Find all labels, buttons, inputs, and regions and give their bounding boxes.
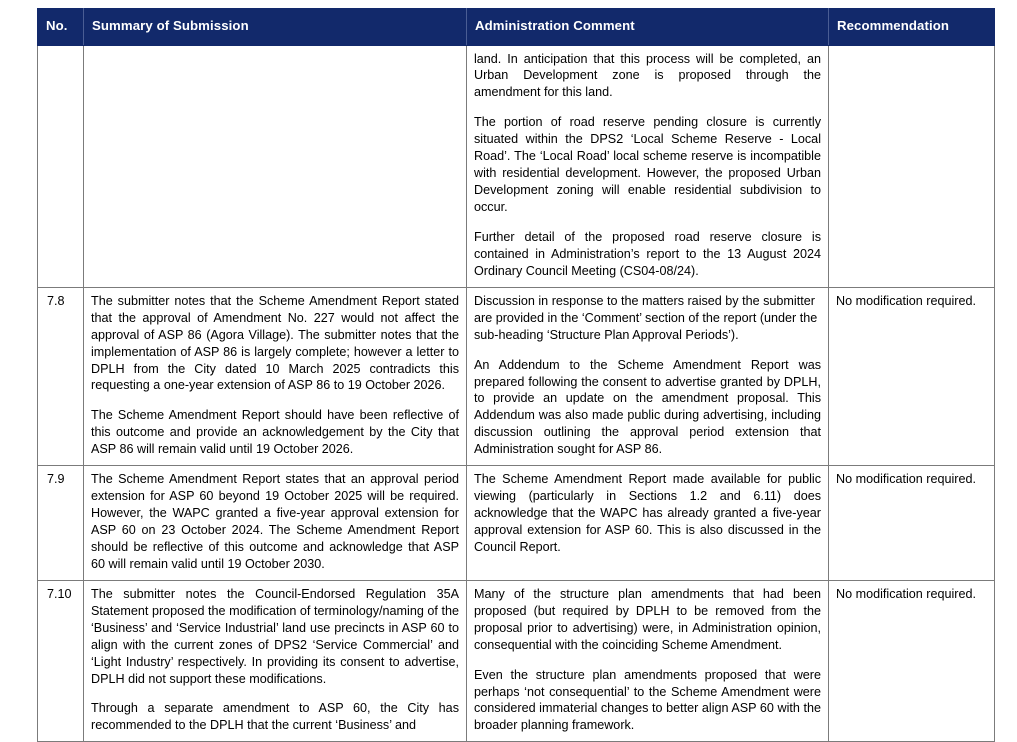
column-header-no: No.	[38, 9, 84, 46]
cell-no	[38, 45, 84, 287]
paragraph: land. In anticipation that this process will be completed, an Urban Development zone is proposed through the amendment for this land.	[474, 51, 821, 100]
paragraph: Even the structure plan amendments proposed that were perhaps ‘not consequential’ to the Scheme Amendment were considered immaterial changes to better align ASP 60 with the broader planning framework.	[474, 667, 821, 733]
table-row	[38, 45, 995, 287]
table-header	[38, 9, 995, 46]
column-header-recommendation: Recommendation	[829, 9, 995, 46]
recommendation-text: No modification required.	[836, 293, 977, 308]
paragraph: Many of the structure plan amendments that had been proposed (but required by DPLH to be removed from the proposal prior to advertising) were, in Administration opinion, consequential with the coinciding Scheme Amendment.	[474, 586, 821, 652]
paragraph: The submitter notes the Council-Endorsed Regulation 35A Statement proposed the modification of terminology/naming of the ‘Business’ and ‘Service Industrial’ land use precincts in ASP 60 to align with the current zones of DPS2 ‘Service Commercial’ and ‘Light Industry’ respectively. In providing its consent to advertise, DPLH did not support these modifications.	[91, 586, 459, 686]
cell-administration-comment	[467, 466, 829, 581]
table-row	[38, 580, 995, 742]
paragraph: The Scheme Amendment Report should have been reflective of this outcome and provide an acknowledgement by the City that ASP 86 will remain valid until 19 October 2026.	[91, 408, 459, 457]
cell-administration-comment	[467, 287, 829, 465]
cell-no: 7.10	[38, 580, 84, 742]
table-row	[38, 466, 995, 581]
paragraph: The Scheme Amendment Report made available for public viewing (particularly in Sections 1.2 and 6.11) does acknowledge that the WAPC has already granted a five-year approval extension for ASP 60. This is also discussed in the Council Report.	[474, 472, 821, 554]
paragraph: Further detail of the proposed road reserve closure is contained in Administration’s report to the 13 August 2024 Ordinary Council Meeting (CS04-08/24).	[474, 229, 821, 278]
submission-summary-table	[37, 8, 995, 742]
cell-administration-comment	[467, 45, 829, 287]
table-row	[38, 287, 995, 465]
paragraph: Through a separate amendment to ASP 60, the City has recommended to the DPLH that the current ‘Business’ and	[91, 701, 459, 733]
submission-table-container	[37, 8, 994, 742]
cell-no: 7.8	[38, 287, 84, 465]
paragraph: An Addendum to the Scheme Amendment Report was prepared following the consent to advertise granted by DPLH, to provide an update on the amendment proposal. This Addendum was also made public during advertising, including discussion outlining the approval period extension that Administration sought for ASP 86.	[474, 357, 821, 457]
cell-summary	[84, 580, 467, 742]
cell-summary	[84, 287, 467, 465]
paragraph: The portion of road reserve pending closure is currently situated within the DPS2 ‘Local Scheme Reserve - Local Road’. The ‘Local Road’ local scheme reserve is incompatible with residential development. However, the proposed Urban Development zoning will enable residential subdivision to occur.	[474, 115, 821, 214]
cell-administration-comment	[467, 580, 829, 742]
cell-summary	[84, 466, 467, 581]
cell-no: 7.9	[38, 466, 84, 581]
paragraph: The submitter notes that the Scheme Amendment Report stated that the approval of Amendment No. 227 would not affect the approval of ASP 86 (Agora Village). The submitter notes that the implementation of ASP 86 is largely complete; however a letter to DPLH from the City dated 10 March 2025 contradicts this requesting a one-year extension of ASP 86 to 19 October 2026.	[91, 293, 459, 393]
recommendation-text: No modification required.	[836, 586, 977, 601]
paragraph: Discussion in response to the matters raised by the submitter are provided in the ‘Comment’ section of the report (under the sub-heading ‘Structure Plan Approval Periods’).	[474, 293, 818, 342]
recommendation-text: No modification required.	[836, 472, 977, 487]
table-header-row	[38, 9, 995, 46]
cell-recommendation	[829, 580, 995, 742]
cell-recommendation	[829, 466, 995, 581]
paragraph: The Scheme Amendment Report states that an approval period extension for ASP 60 beyond 19 October 2025 will be required. However, the WAPC granted a five-year approval extension for ASP 60 on 23 October 2024. The Scheme Amendment Report should be reflective of this outcome and acknowledge that ASP 60 will remain valid until 19 October 2030.	[91, 472, 459, 571]
cell-summary	[84, 45, 467, 287]
table-body	[38, 45, 995, 742]
column-header-administration-comment: Administration Comment	[467, 9, 829, 46]
column-header-summary: Summary of Submission	[84, 9, 467, 46]
cell-recommendation	[829, 287, 995, 465]
cell-recommendation	[829, 45, 995, 287]
